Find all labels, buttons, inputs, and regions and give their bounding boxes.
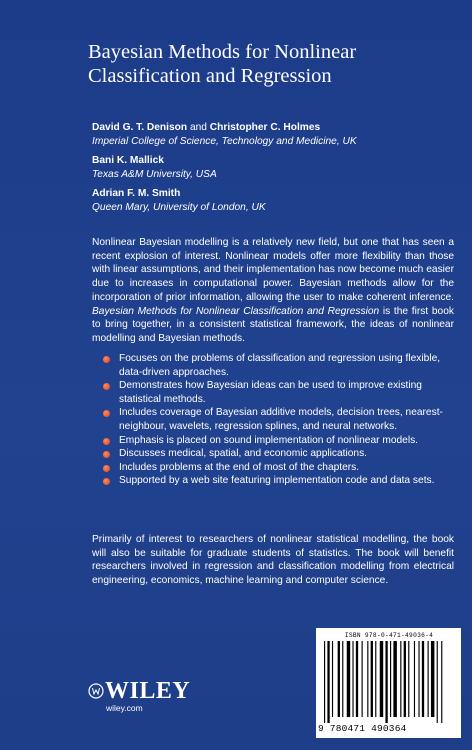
feature-item — [103, 474, 453, 488]
author-names — [92, 187, 462, 201]
feature-text: Includes problems at the end of most of the chapters. — [119, 461, 360, 473]
bullet-icon — [103, 478, 110, 485]
feature-item — [103, 379, 453, 406]
bullet-icon — [103, 410, 110, 417]
feature-list — [103, 352, 453, 488]
author-block — [92, 154, 462, 181]
bullet-icon — [103, 383, 110, 390]
feature-text: Demonstrates how Bayesian ideas can be used to improve existing statistical methods. — [119, 380, 422, 405]
title-line-2: Classification and Regression — [88, 65, 332, 87]
author-affiliation: Imperial College of Science, Technology and Medicine, UK — [92, 135, 357, 147]
feature-item — [103, 461, 453, 475]
feature-item — [103, 447, 453, 461]
barcode-digits: 9 780471 490364 — [318, 723, 407, 734]
author-name: Christopher C. Holmes — [209, 122, 321, 133]
description-text: Nonlinear Bayesian modelling is a relatively new field, but one that has seen a recent explosion of interest. Nonlinear models offer more flexibility than those with linear assumptions, and their implementation has now become much easier due to increases in computational power. Bayesian methods allow for the incorporation of prior information, allowing the user to make coherent inference. — [92, 237, 454, 303]
author-name: Adrian F. M. Smith — [92, 188, 181, 199]
title-line-1: Bayesian Methods for Nonlinear — [88, 41, 357, 63]
feature-item — [103, 406, 453, 433]
author-list — [92, 121, 462, 220]
bullet-icon — [103, 438, 110, 445]
publisher-name: WILEY — [105, 678, 191, 704]
feature-text: Emphasis is placed on sound implementation of nonlinear models. — [119, 434, 419, 446]
author-block — [92, 187, 462, 214]
author-affiliation: Texas A&M University, USA — [92, 168, 217, 180]
description-book-title: Bayesian Methods for Nonlinear Classification and Regression — [92, 305, 380, 317]
feature-text: Focuses on the problems of classification and regression using flexible, data-driven approaches. — [119, 353, 441, 378]
author-name: David G. T. Denison — [92, 122, 188, 133]
author-names — [92, 121, 462, 135]
publisher-url: wiley.com — [106, 703, 143, 713]
barcode-panel — [316, 628, 461, 738]
bullet-icon — [103, 356, 110, 363]
feature-text: Includes coverage of Bayesian additive models, decision trees, nearest-neighbour, wavelets, regression splines, and neural networks. — [119, 407, 443, 432]
bullet-icon — [103, 465, 110, 472]
author-name: Bani K. Mallick — [92, 155, 164, 166]
description-paragraph — [92, 236, 454, 346]
description-text: is the first book to bring together, in a consistent statistical framework, the ideas of nonlinear modelling and Bayesian methods. — [92, 305, 454, 344]
feature-item — [103, 434, 453, 448]
bullet-icon — [103, 451, 110, 458]
closing-paragraph: Primarily of interest to researchers of nonlinear statistical modelling, the book will also be suitable for graduate students of statistics. The book will benefit researchers involved in regression and classification modelling from electrical engineering, economics, machine learning and computer science. — [92, 534, 454, 587]
author-block — [92, 121, 462, 148]
wiley-emblem-icon — [88, 681, 104, 701]
author-names — [92, 154, 462, 168]
author-joiner: and — [187, 122, 210, 133]
feature-item — [103, 352, 453, 379]
barcode-icon — [322, 641, 455, 723]
isbn-text: ISBN 978-0-471-49036-4 — [344, 632, 434, 639]
book-title — [88, 40, 448, 88]
author-affiliation: Queen Mary, University of London, UK — [92, 201, 266, 213]
feature-text: Discusses medical, spatial, and economic applications. — [119, 448, 368, 460]
feature-text: Supported by a web site featuring implementation code and data sets. — [119, 475, 435, 487]
